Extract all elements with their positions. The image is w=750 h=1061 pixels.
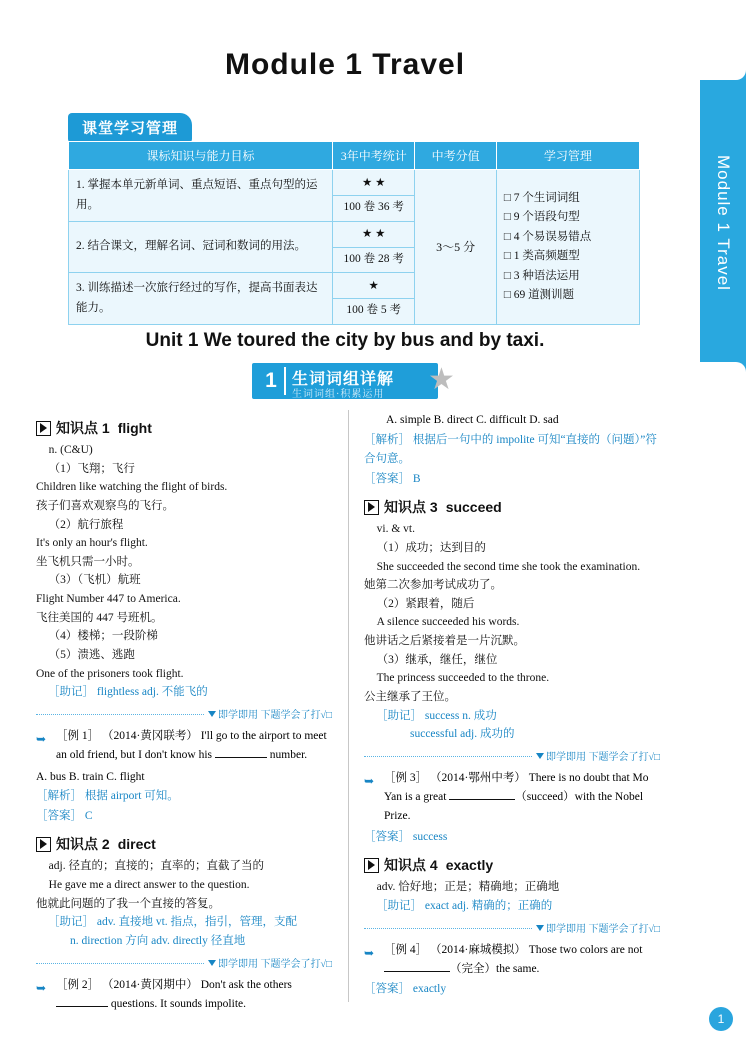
left-column xyxy=(36,410,332,1016)
example-1 xyxy=(36,727,332,765)
side-tab-text: Module 1 Travel xyxy=(714,155,733,291)
kp3-hint-2: successful adj. 成功的 xyxy=(410,728,515,741)
kp4-pos: adv. 恰好地；正是；精确地；正确地 xyxy=(376,881,560,894)
kp3-hint-1: ［助记］ success n. 成功 xyxy=(376,709,497,722)
blank-line xyxy=(215,757,267,758)
kp-word: exactly xyxy=(445,857,494,874)
example-stem-1: There is no doubt that Mo Yan is a great xyxy=(384,771,649,803)
manage-item-label: 9 个语段句型 xyxy=(513,211,580,224)
example-label: ［例 1］ xyxy=(56,729,100,742)
manage-item-label: 1 类高频题型 xyxy=(513,250,580,263)
kp2-sense-1-cn: 他就此问题的了我一个直接的答复。 xyxy=(36,897,220,910)
kp2-hint-1: ［助记］ adv. 直接地 vt. 指点，指引，管理，支配 xyxy=(48,916,298,929)
kp1-sense-2-cn: 坐飞机只需一小时。 xyxy=(36,555,140,568)
manage-item[interactable]: □ 69 道测训题 xyxy=(503,289,575,302)
right-column xyxy=(364,410,660,1000)
table-row xyxy=(69,170,640,222)
blank-line xyxy=(449,799,515,800)
kp3-sense-1-cn: 她第二次参加考试成功了。 xyxy=(364,579,502,592)
manage-item[interactable]: □ 9 个语段句型 xyxy=(503,211,580,224)
self-check-tag[interactable] xyxy=(204,955,332,970)
table-header-row xyxy=(69,142,640,170)
kp3-sense-1: （1）成功；达到目的 xyxy=(376,541,486,554)
triangle-bullet-icon xyxy=(364,858,379,873)
triangle-bullet-icon xyxy=(364,500,379,515)
example-stem-2: （succeed）with the Nobel Prize. xyxy=(384,790,644,822)
stars: ★ ★ xyxy=(361,228,386,241)
example-source: （2014·鄂州中考） xyxy=(430,771,526,784)
self-check-label: 即学即用 下题学会了打√□ xyxy=(217,958,332,970)
section-badge-title: 生词词组详解 xyxy=(292,371,395,388)
th-goal: 课标知识与能力目标 xyxy=(69,142,333,170)
arrow-icon: ➥ xyxy=(36,731,47,746)
section-banner: 课堂学习管理 xyxy=(68,113,192,143)
kp3-sense-2-cn: 他讲话之后紧接着是一片沉默。 xyxy=(364,635,525,648)
kp-label: 知识点 2 xyxy=(56,836,110,853)
th-stats: 3年中考统计 xyxy=(332,142,414,170)
manage-item-label: 7 个生词词组 xyxy=(513,191,580,204)
knowledge-point-2-header xyxy=(36,834,332,854)
self-check-tag[interactable] xyxy=(532,748,660,763)
kp1-sense-3-en: Flight Number 447 to America. xyxy=(36,593,181,605)
carryover-options: A. simple B. direct C. difficult D. sad xyxy=(386,414,559,426)
knowledge-point-4-header xyxy=(364,855,660,875)
triangle-down-icon xyxy=(536,753,544,759)
example-stem-2: （完全）the same. xyxy=(450,962,540,975)
stars: ★ ★ xyxy=(361,176,386,189)
example-source: （2014·黄冈联考） xyxy=(102,729,198,742)
kp-label: 知识点 1 xyxy=(56,420,110,436)
triangle-down-icon xyxy=(536,925,544,931)
blank-line xyxy=(56,1006,108,1007)
arrow-icon: ➥ xyxy=(36,980,47,995)
kp3-sense-3: （3）继承，继任，继位 xyxy=(376,653,498,666)
kp-word: succeed xyxy=(445,499,502,516)
carryover-answer: ［答案］ B xyxy=(364,472,421,485)
carryover-analysis: ［解析］ 根据后一句中的 impolite 可知“直接的（问题）”符合句意。 xyxy=(364,433,657,466)
manage-item[interactable]: □ 1 类高频题型 xyxy=(503,250,580,263)
arrow-icon: ➥ xyxy=(364,773,375,788)
kp3-sense-3-en: The princess succeeded to the throne. xyxy=(376,672,550,685)
kp1-sense-3: （3）（飞机）航班 xyxy=(48,574,141,587)
self-check-tag[interactable] xyxy=(204,706,332,721)
cell-stats xyxy=(332,222,414,273)
cell-stats xyxy=(332,273,414,325)
page-number: 1 xyxy=(709,1007,733,1031)
example-stem-1: I'll go to the airport to meet an old friend, but I don't know his xyxy=(56,729,327,761)
knowledge-point-1-header xyxy=(36,418,332,438)
example-3-answer: ［答案］ success xyxy=(364,830,448,843)
kp1-hint: ［助记］ flightless adj. 不能飞的 xyxy=(48,686,208,699)
kp1-sense-1: （1）飞翔；飞行 xyxy=(48,462,135,475)
kp1-sense-2: （2）航行旅程 xyxy=(48,518,124,531)
example-1-analysis: ［解析］ 根据 airport 可知。 xyxy=(36,790,179,803)
example-source: （2014·麻城模拟） xyxy=(430,943,526,956)
example-2 xyxy=(36,976,332,1014)
manage-item-label: 69 道测训题 xyxy=(513,289,575,302)
triangle-bullet-icon xyxy=(36,837,51,852)
kp1-sense-5: （5）溃逃、逃跑 xyxy=(48,648,135,661)
kp-label: 知识点 4 xyxy=(384,857,438,874)
th-manage: 学习管理 xyxy=(496,142,639,170)
kp-word: direct xyxy=(117,836,156,853)
triangle-down-icon xyxy=(208,711,216,717)
example-label: ［例 2］ xyxy=(56,978,100,991)
self-check-row[interactable] xyxy=(36,706,332,722)
exam-count: 100 卷 36 考 xyxy=(333,195,414,221)
example-label: ［例 3］ xyxy=(384,771,428,784)
star-icon: ★ xyxy=(428,363,455,396)
stars: ★ xyxy=(368,279,379,292)
cell-goal: 3. 训练描述一次旅行经过的写作，提高书面表达能力。 xyxy=(69,273,333,325)
manage-item-label: 3 种语法运用 xyxy=(513,269,580,282)
example-stem-2: number. xyxy=(266,748,308,761)
kp3-sense-1-en: She succeeded the second time she took the examination. xyxy=(376,560,641,573)
manage-item-label: 4 个易误易错点 xyxy=(513,230,592,243)
example-4 xyxy=(364,941,660,979)
example-label: ［例 4］ xyxy=(384,943,428,956)
example-stem-2: questions. It sounds impolite. xyxy=(108,997,246,1010)
arrow-icon: ➥ xyxy=(364,945,375,960)
manage-item[interactable]: □ 4 个易误易错点 xyxy=(503,230,592,243)
kp3-sense-3-cn: 公主继承了王位。 xyxy=(364,690,456,703)
unit-title: Unit 1 We toured the city by bus and by taxi. xyxy=(145,330,545,351)
manage-item[interactable]: □ 7 个生词词组 xyxy=(503,191,580,204)
section-number: 1 xyxy=(258,367,286,395)
example-stem-1: Don't ask the others xyxy=(200,978,292,991)
kp1-sense-1-en: Children like watching the flight of birds. xyxy=(36,481,228,494)
self-check-tag[interactable] xyxy=(532,920,660,935)
manage-item[interactable]: □ 3 种语法运用 xyxy=(503,269,580,282)
cell-goal: 2. 结合课文，理解名词、冠词和数词的用法。 xyxy=(69,222,333,273)
kp3-sense-2-en: A silence succeeded his words. xyxy=(376,616,520,629)
self-check-row[interactable] xyxy=(364,920,660,936)
example-3 xyxy=(364,769,660,826)
example-4-answer: ［答案］ exactly xyxy=(364,983,447,996)
kp1-sense-5-en: One of the prisoners took flight. xyxy=(36,667,184,680)
kp-label: 知识点 3 xyxy=(384,499,438,516)
knowledge-point-3-header xyxy=(364,497,660,517)
kp1-pos: n. (C&U) xyxy=(48,444,93,456)
cell-score: 3～5 分 xyxy=(415,170,496,325)
kp4-hint: ［助记］ exact adj. 精确的；正确的 xyxy=(376,899,553,912)
section-badge-subtitle: 生词词组·积累运用 xyxy=(292,389,385,400)
kp1-sense-3-cn: 飞往美国的 447 号班机。 xyxy=(36,611,163,624)
kp1-sense-4: （4）楼梯；一段阶梯 xyxy=(48,630,158,643)
body-columns xyxy=(36,410,660,1010)
kp-word: flight xyxy=(117,420,152,436)
exam-count: 100 卷 5 考 xyxy=(333,298,414,324)
example-stem-1: Those two colors are not xyxy=(528,943,643,956)
kp2-sense-1-en: He gave me a direct answer to the question. xyxy=(48,879,250,892)
self-check-label: 即学即用 下题学会了打√□ xyxy=(545,923,660,935)
section-badge xyxy=(252,363,455,400)
column-divider xyxy=(348,410,349,1002)
page-title: Module 1 Travel xyxy=(224,48,466,81)
kp2-hint-2: n. direction 方向 adv. directly 径直地 xyxy=(70,934,246,947)
kp1-sense-1-cn: 孩子们喜欢观察鸟的飞行。 xyxy=(36,499,174,512)
cell-goal: 1. 掌握本单元新单词、重点短语、重点句型的运用。 xyxy=(69,170,333,222)
triangle-down-icon xyxy=(208,960,216,966)
blank-line xyxy=(384,971,450,972)
study-plan-table xyxy=(68,141,640,325)
example-source: （2014·黄冈期中） xyxy=(102,978,198,991)
self-check-label: 即学即用 下题学会了打√□ xyxy=(217,709,332,721)
module-side-tab xyxy=(700,58,746,388)
cell-manage xyxy=(496,170,639,325)
kp2-pos: adj. 径直的；直接的；直率的；直截了当的 xyxy=(48,860,264,873)
th-score: 中考分值 xyxy=(415,142,496,170)
kp1-sense-2-en: It's only an hour's flight. xyxy=(36,537,148,550)
example-1-answer: ［答案］ C xyxy=(36,809,93,822)
self-check-label: 即学即用 下题学会了打√□ xyxy=(545,751,660,763)
side-tab-label xyxy=(700,58,746,388)
cell-stats xyxy=(332,170,414,222)
triangle-bullet-icon xyxy=(36,421,51,436)
example-1-options: A. bus B. train C. flight xyxy=(36,770,145,783)
kp3-sense-2: （2）紧跟着，随后 xyxy=(376,597,475,610)
self-check-row[interactable] xyxy=(36,955,332,971)
kp3-pos: vi. & vt. xyxy=(376,523,415,536)
exam-count: 100 卷 28 考 xyxy=(333,247,414,273)
self-check-row[interactable] xyxy=(364,748,660,764)
